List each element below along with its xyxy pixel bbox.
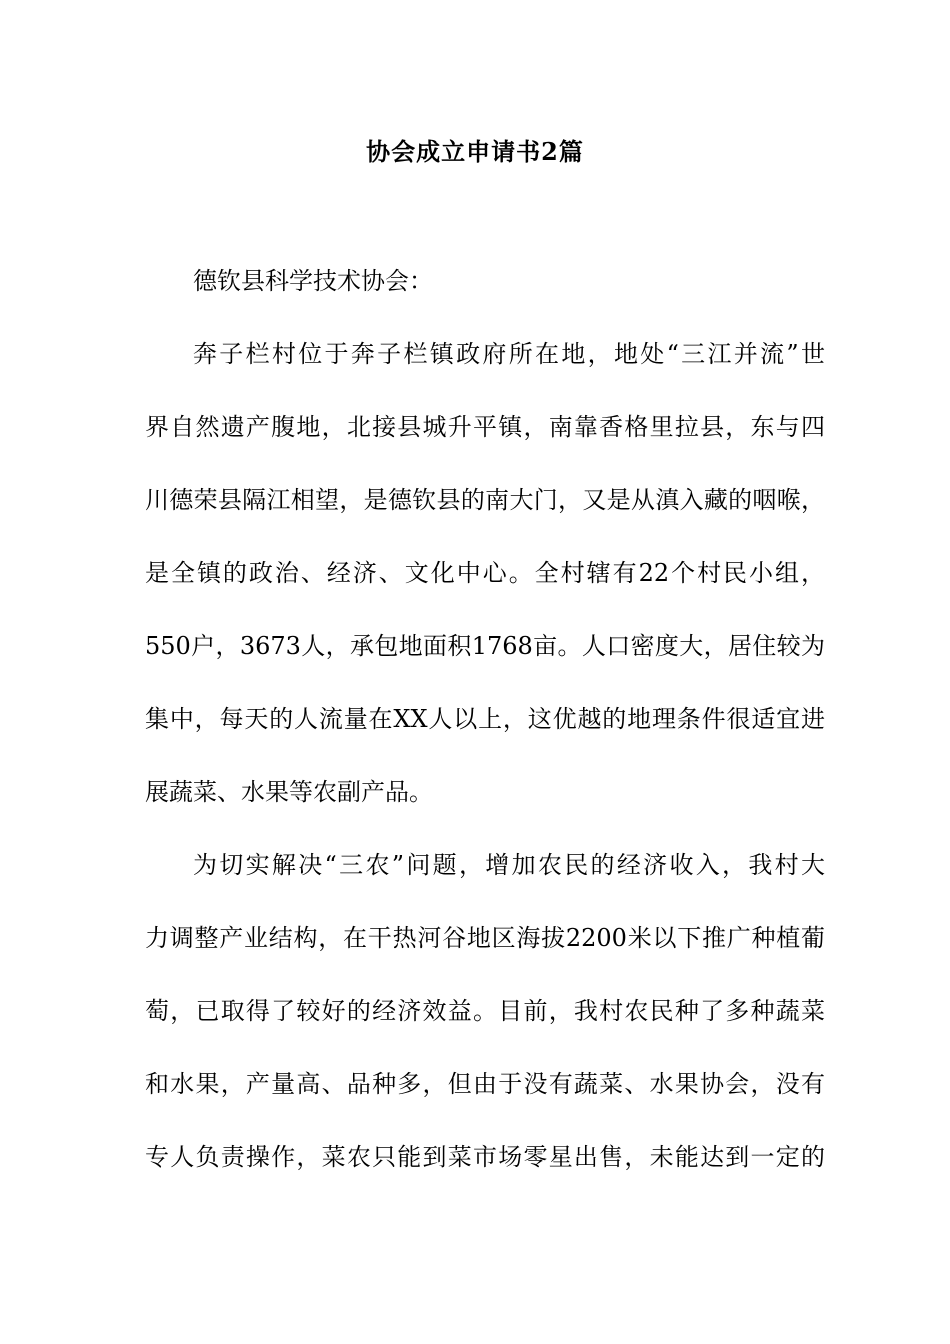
salutation: 德钦县科学技术协会： bbox=[193, 267, 433, 295]
document-title: 协会成立申请书2篇 bbox=[366, 137, 584, 166]
paragraph-2 bbox=[145, 829, 825, 1194]
paragraph-2-line: 专人负责操作，菜农只能到菜市场零星出售，未能达到一定的 bbox=[145, 1143, 825, 1171]
paragraph-1-line: 川德荣县隔江相望，是德钦县的南大门，又是从滇入藏的咽喉， bbox=[145, 486, 825, 514]
paragraph-2-line: 力调整产业结构，在干热河谷地区海拔2200米以下推广种植葡 bbox=[145, 924, 825, 952]
paragraph-1 bbox=[145, 318, 825, 829]
paragraph-1-line: 奔子栏村位于奔子栏镇政府所在地，地处“三江并流”世 bbox=[193, 340, 825, 368]
paragraph-1-line: 550户，3673人，承包地面积1768亩。人口密度大，居住较为 bbox=[145, 632, 825, 660]
paragraph-1-line: 集中，每天的人流量在XX人以上，这优越的地理条件很适宜进 bbox=[145, 705, 825, 733]
paragraph-1-line: 展蔬菜、水果等农副产品。 bbox=[145, 778, 433, 806]
paragraph-2-line: 为切实解决“三农”问题，增加农民的经济收入，我村大 bbox=[193, 851, 825, 879]
paragraph-1-line: 是全镇的政治、经济、文化中心。全村辖有22个村民小组， bbox=[145, 559, 825, 587]
paragraph-2-line: 萄，已取得了较好的经济效益。目前，我村农民种了多种蔬菜 bbox=[145, 997, 825, 1025]
paragraph-1-line: 界自然遗产腹地，北接县城升平镇，南靠香格里拉县，东与四 bbox=[145, 413, 825, 441]
paragraph-2-line: 和水果，产量高、品种多，但由于没有蔬菜、水果协会，没有 bbox=[145, 1070, 825, 1098]
